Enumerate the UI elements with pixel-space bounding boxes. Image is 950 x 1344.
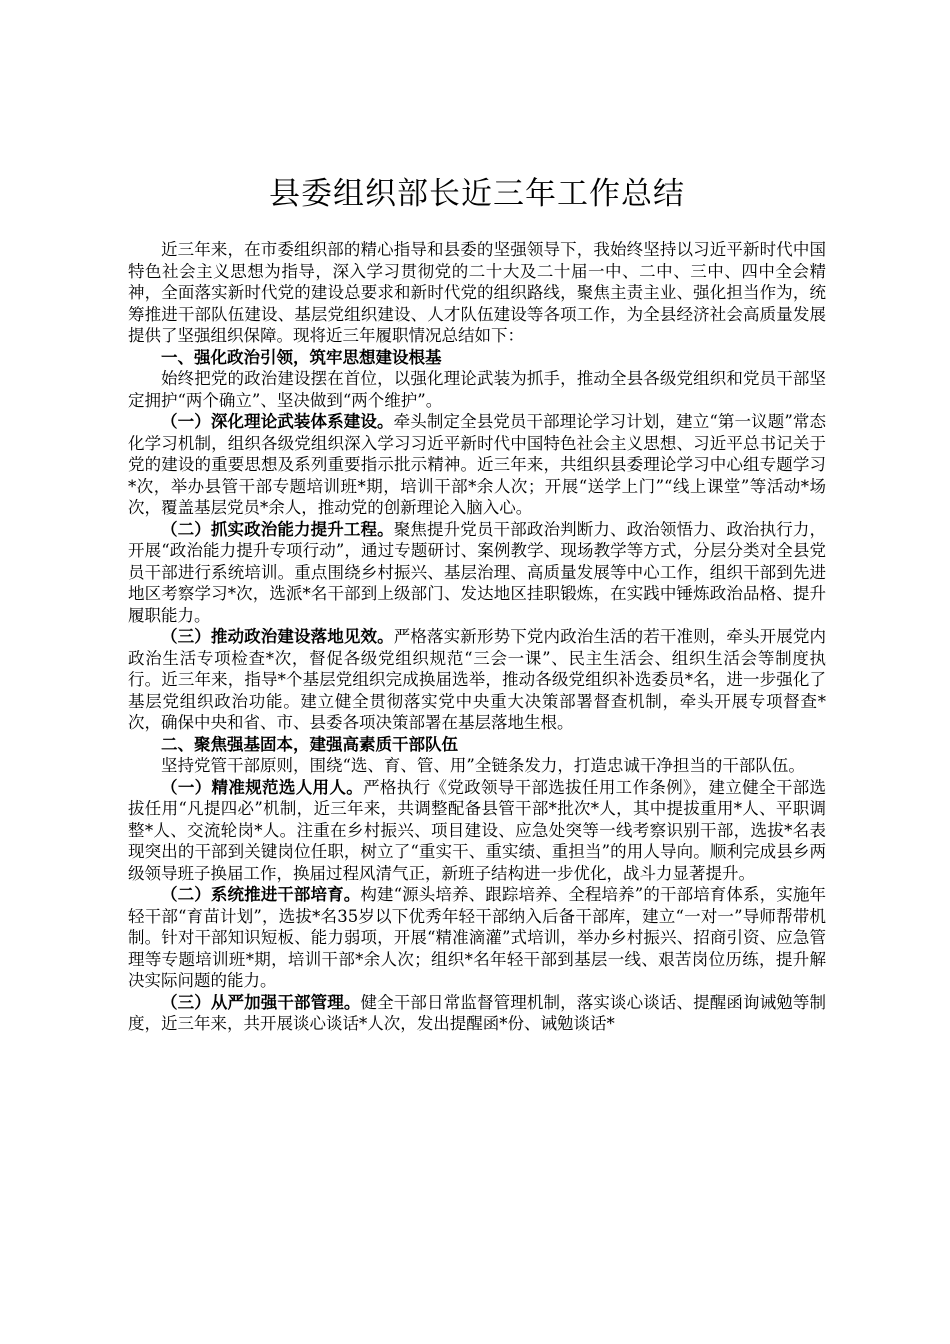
item-lead: （一）深化理论武装体系建设。 [161,412,394,431]
section-1-item-3 [128,626,826,734]
document-body [128,239,826,1035]
section-1-item-2 [128,519,826,627]
item-lead: （一）精准规范选人用人。 [161,777,364,797]
item-lead: （二）抓实政治能力提升工程。 [161,519,394,539]
item-text: 聚焦提升党员干部政治判断力、政治领悟力、政治执行力，开展“政治能力提升专项行动”，通过专题研讨、案例教学、现场教学等方式，分层分类对全县党员干部进行系统培训。重点围绕乡村振兴、基层治理、高质量发展等中心工作，组织干部到先进地区考察学习*次，选派*名干部到上级部门、发达地区挂职锻炼，在实践中锤炼政治品格、提升履职能力。 [128,519,827,625]
section-2-item-2 [128,884,826,992]
section-1-heading: 一、强化政治引领，筑牢思想建设根基 [161,347,442,367]
item-lead: （三）从严加强干部管理。 [161,992,361,1012]
item-lead: （二）系统推进干部培育。 [161,885,361,904]
section-1-item-1 [128,411,826,519]
section-2-item-1 [128,777,826,885]
item-text: 健全干部日常监督管理机制，落实谈心谈话、提醒函询诫勉等制度，近三年来，共开展谈心谈话*人次，发出提醒函*份、诫勉谈话* [128,992,827,1033]
item-text: 构建“源头培养、跟踪培养、全程培养”的干部培育体系，实施年轻干部“育苗计划”，选拔*名35岁以下优秀年轻干部纳入后备干部库，建立“一对一”导师帮带机制。针对干部知识短板、能力弱项，开展“精准滴灌”式培训，举办乡村振兴、招商引资、应急管理等专题培训班*期，培训干部*余人次；组织*名年轻干部到基层一线、艰苦岗位历练，提升解决实际问题的能力。 [128,885,826,990]
item-lead: （三）推动政治建设落地见效。 [161,627,394,646]
item-text: 严格落实新形势下党内政治生活的若干准则，牵头开展党内政治生活专项检查*次，督促各级党组织规范“三会一课”、民主生活会、组织生活会等制度执行。近三年来，指导*个基层党组织完成换届选举，推动各级党组织补选委员*名，进一步强化了基层党组织政治功能。建立健全贯彻落实党中央重大决策部署督查机制，牵头开展专项督查*次，确保中央和省、市、县委各项决策部署在基层落地生根。 [128,627,827,732]
item-text: 牵头制定全县党员干部理论学习计划，建立“第一议题”常态化学习机制，组织各级党组织深入学习习近平新时代中国特色社会主义思想、习近平总书记关于党的建设的重要思想及系列重要指示批示精神。近三年来，共组织县委理论学习中心组专题学习*次，举办县管干部专题培训班*期，培训干部*余人次；开展“送学上门”“线上课堂”等活动*场次，覆盖基层党员*余人，推动党的创新理论入脑入心。 [128,412,827,517]
document-title: 县委组织部长近三年工作总结 [269,176,685,212]
section-1-overview: 始终把党的政治建设摆在首位，以强化理论武装为抓手，推动全县各级党组织和党员干部坚定拥护“两个确立”、坚决做到“两个维护”。 [128,369,826,410]
intro-paragraph: 近三年来，在市委组织部的精心指导和县委的坚强领导下，我始终坚持以习近平新时代中国特色社会主义思想为指导，深入学习贯彻党的二十大及二十届一中、二中、三中、四中全会精神，全面落实新时代党的建设总要求和新时代党的组织路线，聚焦主责主业、强化担当作为，统筹推进干部队伍建设、基层党组织建设、人才队伍建设等各项工作，为全县经济社会高质量发展提供了坚强组织保障。现将近三年履职情况总结如下： [128,240,826,345]
section-2-overview: 坚持党管干部原则，围绕“选、育、管、用”全链条发力，打造忠诚干净担当的干部队伍。 [161,756,805,775]
document-page [128,0,826,1035]
section-2-item-3 [128,992,826,1035]
item-text: 严格执行《党政领导干部选拔任用工作条例》，建立健全干部选拔任用“凡提四必”机制，近三年来，共调整配备县管干部*批次*人，其中提拔重用*人、平职调整*人、交流轮岗*人。注重在乡村振兴、项目建设、应急处突等一线考察识别干部，选拔*名表现突出的干部到关键岗位任职，树立了“重实干、重实绩、重担当”的用人导向。顺利完成县乡两级领导班子换届工作，换届过程风清气正，新班子结构进一步优化，战斗力显著提升。 [128,777,827,883]
section-2-heading: 二、聚焦强基固本，建强高素质干部队伍 [161,734,458,754]
